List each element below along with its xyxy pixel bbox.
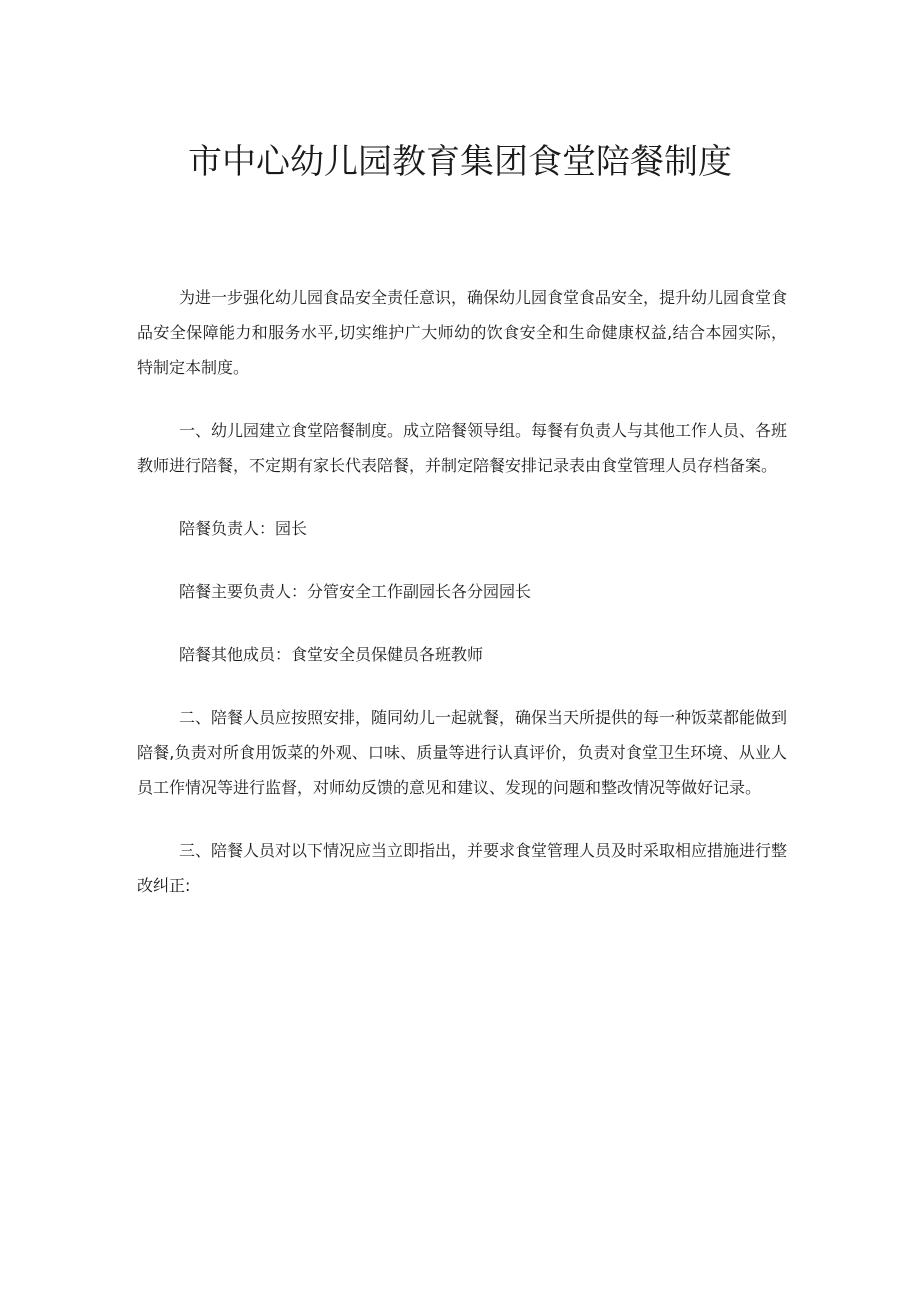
paragraph-main-person: 陪餐主要负责人：分管安全工作副园长各分园园长 bbox=[179, 582, 532, 601]
document-body bbox=[137, 280, 787, 903]
paragraph-other-members: 陪餐其他成员：食堂安全员保健员各班教师 bbox=[179, 645, 484, 664]
paragraph-section-1: 一、幼儿园建立食堂陪餐制度。成立陪餐领导组。每餐有负责人与其他工作人员、各班教师进行陪餐，不定期有家长代表陪餐，并制定陪餐安排记录表由食堂管理人员存档备案。 bbox=[137, 421, 788, 475]
paragraph-section-3: 三、陪餐人员对以下情况应当立即指出，并要求食堂管理人员及时采取相应措施进行整改纠正: bbox=[137, 841, 788, 895]
paragraph-lead-person: 陪餐负责人：园长 bbox=[179, 519, 308, 538]
document-title: 市中心幼儿园教育集团食堂陪餐制度 bbox=[188, 142, 732, 182]
paragraph-section-2: 二、陪餐人员应按照安排，随同幼儿一起就餐，确保当天所提供的每一种饭菜都能做到陪餐,负责对所食用饭菜的外观、口味、质量等进行认真评价，负责对食堂卫生环境、从业人员工作情况等进行监督，对师幼反馈的意见和建议、发现的问题和整改情况等做好记录。 bbox=[137, 708, 788, 797]
paragraph-intro: 为进一步强化幼儿园食品安全责任意识，确保幼儿园食堂食品安全，提升幼儿园食堂食品安全保障能力和服务水平,切实维护广大师幼的饮食安全和生命健康权益,结合本园实际，特制定本制度。 bbox=[137, 288, 788, 377]
